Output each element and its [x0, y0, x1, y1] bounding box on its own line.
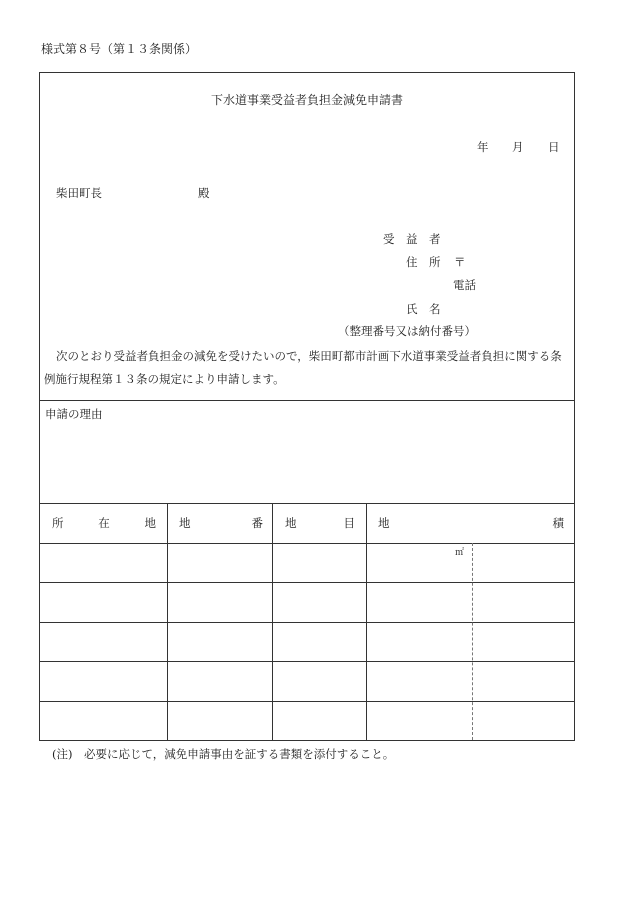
date-year: 年 — [477, 140, 489, 154]
application-form — [39, 72, 575, 741]
id-number-note: （整理番号又は納付番号） — [338, 324, 476, 338]
applicant-heading-3: 者 — [429, 232, 441, 246]
form-number-label: 様式第８号（第１３条関係） — [41, 42, 198, 56]
addressee-honorific: 殿 — [198, 186, 210, 200]
area-unit: ㎡ — [455, 548, 465, 558]
header-lot-number: 地 番 — [179, 516, 263, 530]
land-area-cells[interactable] — [367, 543, 574, 740]
applicant-heading-2: 益 — [406, 232, 418, 246]
location-cells[interactable] — [40, 543, 167, 740]
header-land-category: 地 目 — [285, 516, 355, 530]
address-label-2: 所 — [429, 255, 441, 269]
header-land-area: 地 積 — [378, 516, 564, 530]
reason-label: 申請の理由 — [45, 407, 103, 421]
applicant-heading-1: 受 — [383, 232, 395, 246]
addressee-name: 柴田町長 — [56, 186, 102, 200]
document-title: 下水道事業受益者負担金減免申請書 — [210, 93, 403, 107]
lot-number-cells[interactable] — [168, 543, 272, 740]
date-day: 日 — [548, 140, 560, 154]
name-label-2: 名 — [429, 302, 441, 316]
header-location: 所 在 地 — [52, 516, 156, 530]
name-label-1: 氏 — [406, 302, 418, 316]
body-text-line-2: 例施行規程第１３条の規定により申請します。 — [44, 372, 285, 386]
phone-label: 電話 — [453, 278, 476, 292]
date-month: 月 — [512, 140, 524, 154]
footnote: (注) 必要に応じて，減免申請事由を証する書類を添付すること。 — [52, 747, 395, 761]
postal-mark: 〒 — [454, 255, 466, 269]
land-category-cells[interactable] — [273, 543, 366, 740]
body-text-line-1: 次のとおり受益者負担金の減免を受けたいので，柴田町都市計画下水道事業受益者負担に関する条 — [56, 349, 562, 363]
address-label-1: 住 — [406, 255, 418, 269]
